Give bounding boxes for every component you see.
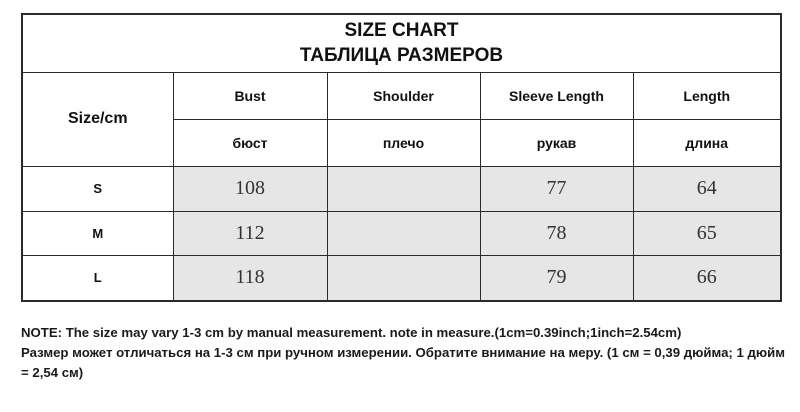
table-cell-sleeve-length: 77 <box>480 166 633 211</box>
header-row-english <box>23 73 780 119</box>
table-cell-bust: 118 <box>173 255 327 300</box>
table-row <box>23 211 780 255</box>
size-chart-title <box>23 15 780 73</box>
table-cell-length: 64 <box>633 166 780 211</box>
title-english: SIZE CHART <box>344 20 459 41</box>
size-chart-frame <box>21 13 782 302</box>
table-cell-sleeve-length: 78 <box>480 211 633 255</box>
column-header-sleeve-length: Sleeve Length <box>480 73 633 119</box>
size-label: L <box>23 255 173 300</box>
table-cell-bust: 112 <box>173 211 327 255</box>
measurement-note <box>21 323 786 383</box>
table-row <box>23 255 780 300</box>
column-header-length: Length <box>633 73 780 119</box>
size-column-header: Size/cm <box>23 73 173 166</box>
column-subheader-sleeve-length: рукав <box>480 119 633 166</box>
table-cell-shoulder <box>327 211 480 255</box>
size-label: S <box>23 166 173 211</box>
size-table <box>23 73 780 300</box>
title-russian: ТАБЛИЦА РАЗМЕРОВ <box>299 45 504 66</box>
column-subheader-bust: бюст <box>173 119 327 166</box>
column-subheader-length: длина <box>633 119 780 166</box>
note-english: NOTE: The size may vary 1-3 cm by manual measurement. note in measure.(1cm=0.39inch;1inch=2.54cm) <box>21 325 682 340</box>
table-cell-length: 65 <box>633 211 780 255</box>
size-label: M <box>23 211 173 255</box>
table-cell-length: 66 <box>633 255 780 300</box>
column-header-shoulder: Shoulder <box>327 73 480 119</box>
table-cell-shoulder <box>327 255 480 300</box>
table-cell-sleeve-length: 79 <box>480 255 633 300</box>
table-cell-shoulder <box>327 166 480 211</box>
table-cell-bust: 108 <box>173 166 327 211</box>
note-russian: Размер может отличаться на 1-3 см при ручном измерении. Обратите внимание на меру. (1 см = 0,39 дюйма; 1 дюйм = 2,54 см) <box>21 345 785 380</box>
column-subheader-shoulder: плечо <box>327 119 480 166</box>
table-row <box>23 166 780 211</box>
column-header-bust: Bust <box>173 73 327 119</box>
